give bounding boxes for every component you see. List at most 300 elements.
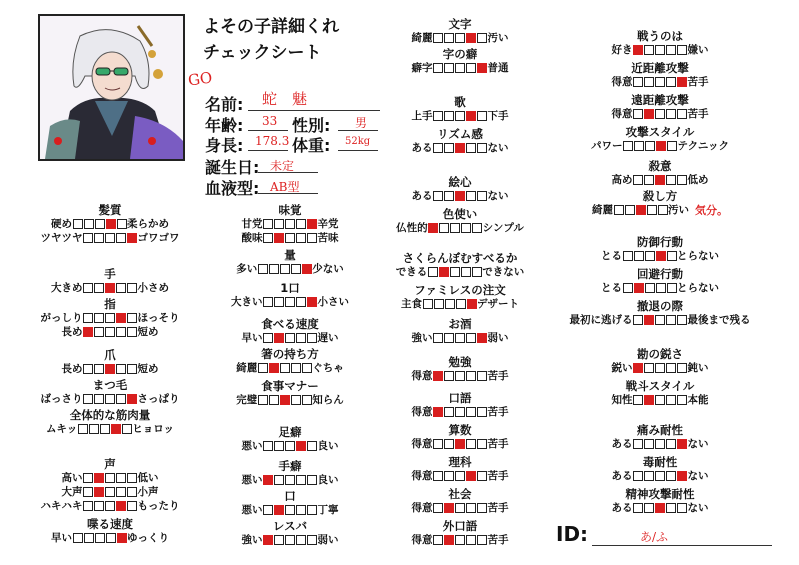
checkbox[interactable] — [645, 141, 655, 151]
checkbox[interactable] — [83, 233, 93, 243]
scale-left-label: 硬め — [51, 217, 72, 230]
checkbox[interactable] — [633, 439, 643, 449]
item-scale — [195, 331, 385, 345]
checkbox-selected[interactable] — [106, 219, 116, 229]
checkbox-selected[interactable] — [634, 283, 644, 293]
checkbox[interactable] — [100, 424, 110, 434]
checkbox[interactable] — [666, 363, 676, 373]
checkbox-selected[interactable] — [127, 394, 137, 404]
checkbox[interactable] — [263, 333, 273, 343]
check-item — [565, 94, 755, 121]
checkbox[interactable] — [677, 363, 687, 373]
checkbox[interactable] — [423, 299, 433, 309]
checkbox-selected[interactable] — [656, 141, 666, 151]
checkbox-selected[interactable] — [477, 63, 487, 73]
checkbox-selected[interactable] — [269, 363, 279, 373]
checkbox[interactable] — [666, 395, 676, 405]
checkbox[interactable] — [655, 363, 665, 373]
checkbox[interactable] — [444, 333, 454, 343]
checkbox[interactable] — [122, 424, 132, 434]
scale-left-label: 強い — [241, 533, 263, 546]
checkbox[interactable] — [433, 63, 443, 73]
checkbox[interactable] — [83, 501, 93, 511]
checkbox-selected[interactable] — [644, 315, 654, 325]
scale-right-label: ゆっくり — [127, 531, 169, 544]
checkbox[interactable] — [105, 501, 115, 511]
checkbox[interactable] — [302, 395, 312, 405]
checkbox-selected[interactable] — [105, 283, 115, 293]
checkbox[interactable] — [263, 441, 273, 451]
checkbox[interactable] — [116, 394, 126, 404]
checkbox[interactable] — [95, 533, 105, 543]
checkbox[interactable] — [634, 251, 644, 261]
checkbox[interactable] — [285, 535, 295, 545]
checkbox[interactable] — [116, 364, 126, 374]
checkbox[interactable] — [269, 264, 279, 274]
checkbox[interactable] — [455, 333, 465, 343]
checkbox-selected[interactable] — [677, 439, 687, 449]
checkbox[interactable] — [656, 283, 666, 293]
height-value: 178.3 — [255, 134, 290, 148]
checkbox[interactable] — [105, 233, 115, 243]
checkbox[interactable] — [296, 219, 306, 229]
checkbox[interactable] — [307, 535, 317, 545]
item-category: 味覚 — [278, 203, 302, 217]
check-item — [565, 190, 755, 217]
checkbox[interactable] — [285, 233, 295, 243]
checkbox[interactable] — [633, 77, 643, 87]
checkbox[interactable] — [647, 205, 657, 215]
checkbox-selected[interactable] — [428, 223, 438, 233]
checkbox[interactable] — [655, 395, 665, 405]
checkbox[interactable] — [439, 223, 449, 233]
checkbox[interactable] — [634, 141, 644, 151]
checkbox[interactable] — [444, 63, 454, 73]
checkbox-selected[interactable] — [444, 535, 454, 545]
checkbox[interactable] — [285, 297, 295, 307]
scale-right-label: 普通 — [487, 61, 509, 74]
checkbox[interactable] — [633, 175, 643, 185]
checkbox[interactable] — [677, 109, 687, 119]
checkbox[interactable] — [666, 77, 676, 87]
checkbox[interactable] — [644, 471, 654, 481]
checkbox[interactable] — [83, 364, 93, 374]
checkbox[interactable] — [655, 109, 665, 119]
checkbox[interactable] — [302, 363, 312, 373]
checkbox[interactable] — [433, 503, 443, 513]
checkbox-selected[interactable] — [105, 364, 115, 374]
checkbox-selected[interactable] — [477, 333, 487, 343]
checkbox[interactable] — [280, 363, 290, 373]
checkbox[interactable] — [444, 439, 454, 449]
checkbox[interactable] — [461, 267, 471, 277]
checkbox[interactable] — [455, 471, 465, 481]
checkbox[interactable] — [95, 219, 105, 229]
checkbox-selected[interactable] — [644, 109, 654, 119]
checkbox[interactable] — [456, 299, 466, 309]
checkbox[interactable] — [625, 205, 635, 215]
checkbox[interactable] — [666, 471, 676, 481]
checkbox[interactable] — [472, 223, 482, 233]
checkbox[interactable] — [433, 111, 443, 121]
checkbox-selected[interactable] — [83, 327, 93, 337]
checkbox[interactable] — [455, 535, 465, 545]
checkbox[interactable] — [433, 439, 443, 449]
checkbox[interactable] — [307, 233, 317, 243]
checkbox[interactable] — [83, 487, 93, 497]
checkbox[interactable] — [274, 441, 284, 451]
checkbox[interactable] — [466, 371, 476, 381]
checkbox-selected[interactable] — [274, 333, 284, 343]
checkbox[interactable] — [466, 63, 476, 73]
checkbox[interactable] — [614, 205, 624, 215]
checkbox[interactable] — [444, 191, 454, 201]
checkbox[interactable] — [106, 533, 116, 543]
item-scale — [15, 362, 205, 376]
checkbox[interactable] — [116, 283, 126, 293]
checkbox[interactable] — [105, 473, 115, 483]
checkbox[interactable] — [666, 175, 676, 185]
checkbox[interactable] — [73, 219, 83, 229]
checkbox-selected[interactable] — [455, 191, 465, 201]
checkbox[interactable] — [466, 191, 476, 201]
check-item — [15, 499, 205, 513]
checkbox[interactable] — [477, 111, 487, 121]
checkbox-selected[interactable] — [280, 395, 290, 405]
checkbox[interactable] — [274, 475, 284, 485]
checkbox[interactable] — [433, 333, 443, 343]
checkbox[interactable] — [285, 475, 295, 485]
checkbox[interactable] — [83, 283, 93, 293]
checkbox[interactable] — [655, 77, 665, 87]
checkbox[interactable] — [644, 45, 654, 55]
checkbox[interactable] — [84, 533, 94, 543]
checkbox[interactable] — [477, 407, 487, 417]
checkbox[interactable] — [105, 487, 115, 497]
checkbox[interactable] — [127, 283, 137, 293]
checkbox[interactable] — [83, 394, 93, 404]
checkbox[interactable] — [466, 333, 476, 343]
checkbox[interactable] — [116, 487, 126, 497]
checkbox[interactable] — [117, 219, 127, 229]
checkbox[interactable] — [89, 424, 99, 434]
scale-left-label: 高め — [611, 173, 633, 186]
checkbox-selected[interactable] — [455, 143, 465, 153]
height-underline — [248, 150, 288, 151]
checkbox[interactable] — [455, 503, 465, 513]
checkbox-selected[interactable] — [677, 471, 687, 481]
checkbox[interactable] — [466, 407, 476, 417]
checkbox-selected[interactable] — [644, 395, 654, 405]
checkbox[interactable] — [444, 371, 454, 381]
checkbox[interactable] — [645, 251, 655, 261]
checkbox[interactable] — [94, 501, 104, 511]
checkbox[interactable] — [477, 143, 487, 153]
checkbox[interactable] — [116, 233, 126, 243]
checkbox[interactable] — [444, 143, 454, 153]
checkbox[interactable] — [455, 371, 465, 381]
checkbox[interactable] — [263, 505, 273, 515]
checkbox[interactable] — [450, 223, 460, 233]
checkbox[interactable] — [633, 471, 643, 481]
checkbox[interactable] — [280, 264, 290, 274]
checkbox[interactable] — [307, 475, 317, 485]
checkbox[interactable] — [477, 191, 487, 201]
checkbox[interactable] — [94, 394, 104, 404]
checkbox-selected[interactable] — [466, 33, 476, 43]
checkbox[interactable] — [677, 395, 687, 405]
checkbox[interactable] — [644, 439, 654, 449]
checkbox[interactable] — [296, 233, 306, 243]
checkbox-selected[interactable] — [439, 267, 449, 277]
checkbox[interactable] — [633, 395, 643, 405]
check-item — [565, 348, 755, 375]
checkbox[interactable] — [274, 219, 284, 229]
checkbox[interactable] — [127, 473, 137, 483]
checkbox[interactable] — [666, 45, 676, 55]
checkbox[interactable] — [307, 333, 317, 343]
checkbox[interactable] — [477, 371, 487, 381]
scale-left-label: 綺麗 — [411, 31, 433, 44]
check-item — [365, 424, 555, 451]
checkbox-selected[interactable] — [633, 363, 643, 373]
checkbox[interactable] — [285, 333, 295, 343]
checkbox-selected[interactable] — [677, 77, 687, 87]
checkbox[interactable] — [644, 175, 654, 185]
item-scale — [365, 469, 555, 483]
checkbox[interactable] — [105, 394, 115, 404]
checkbox[interactable] — [94, 233, 104, 243]
checkbox[interactable] — [623, 141, 633, 151]
checkbox[interactable] — [296, 297, 306, 307]
checkbox-selected[interactable] — [263, 475, 273, 485]
checkbox[interactable] — [445, 299, 455, 309]
checkbox[interactable] — [296, 505, 306, 515]
checkbox[interactable] — [666, 503, 676, 513]
checkbox[interactable] — [466, 439, 476, 449]
checkbox[interactable] — [433, 33, 443, 43]
checkbox[interactable] — [461, 223, 471, 233]
checkbox[interactable] — [677, 45, 687, 55]
checkbox[interactable] — [127, 364, 137, 374]
checkbox[interactable] — [83, 473, 93, 483]
checkbox[interactable] — [433, 535, 443, 545]
checkbox[interactable] — [477, 503, 487, 513]
checkbox[interactable] — [433, 191, 443, 201]
scale-right-label: 小声 — [137, 485, 159, 498]
checkbox[interactable] — [285, 219, 295, 229]
checkbox[interactable] — [78, 424, 88, 434]
scale-left-label: 多い — [236, 262, 258, 275]
checkbox[interactable] — [466, 535, 476, 545]
checkbox[interactable] — [444, 471, 454, 481]
checkbox[interactable] — [274, 297, 284, 307]
checkbox[interactable] — [644, 503, 654, 513]
checkbox[interactable] — [291, 363, 301, 373]
checkbox-selected[interactable] — [466, 471, 476, 481]
checkbox[interactable] — [428, 267, 438, 277]
checkbox-selected[interactable] — [116, 501, 126, 511]
checkbox[interactable] — [258, 363, 268, 373]
checkbox[interactable] — [94, 327, 104, 337]
checkbox[interactable] — [677, 503, 687, 513]
checkbox[interactable] — [94, 364, 104, 374]
scale-left-label: ある — [611, 469, 633, 482]
checkbox-selected[interactable] — [111, 424, 121, 434]
checkbox[interactable] — [666, 315, 676, 325]
checkbox[interactable] — [658, 205, 668, 215]
checkbox[interactable] — [466, 503, 476, 513]
checkbox-selected[interactable] — [274, 233, 284, 243]
checkbox[interactable] — [667, 251, 677, 261]
checkbox[interactable] — [623, 251, 633, 261]
checkbox[interactable] — [667, 141, 677, 151]
blood-underline — [258, 193, 318, 194]
checkbox[interactable] — [455, 111, 465, 121]
checkbox-selected[interactable] — [433, 371, 443, 381]
checkbox-selected[interactable] — [467, 299, 477, 309]
checkbox[interactable] — [466, 143, 476, 153]
checkbox[interactable] — [644, 363, 654, 373]
checkbox-selected[interactable] — [94, 473, 104, 483]
scale-left-label: 酸味 — [241, 231, 263, 244]
checkbox[interactable] — [127, 313, 137, 323]
item-category: 爪 — [104, 348, 116, 362]
checkbox[interactable] — [258, 395, 268, 405]
checkbox[interactable] — [655, 471, 665, 481]
checkbox[interactable] — [666, 109, 676, 119]
checkbox[interactable] — [655, 315, 665, 325]
checkbox[interactable] — [307, 441, 317, 451]
checkbox[interactable] — [450, 267, 460, 277]
checkbox[interactable] — [258, 264, 268, 274]
item-scale — [365, 265, 555, 279]
checkbox[interactable] — [677, 315, 687, 325]
scale-left-label: 知性 — [611, 393, 633, 406]
checkbox[interactable] — [477, 439, 487, 449]
item-category: 1口 — [280, 281, 300, 295]
checkbox[interactable] — [666, 439, 676, 449]
checkbox-selected[interactable] — [116, 313, 126, 323]
checkbox[interactable] — [623, 283, 633, 293]
checkbox[interactable] — [455, 407, 465, 417]
checkbox[interactable] — [94, 313, 104, 323]
checkbox[interactable] — [307, 505, 317, 515]
check-item — [365, 252, 555, 279]
checkbox[interactable] — [84, 219, 94, 229]
checkbox[interactable] — [116, 473, 126, 483]
checkbox[interactable] — [433, 471, 443, 481]
item-scale — [565, 75, 755, 89]
checkbox[interactable] — [105, 327, 115, 337]
checkbox[interactable] — [296, 535, 306, 545]
scale-right-label: 弱い — [317, 533, 339, 546]
checkbox[interactable] — [645, 283, 655, 293]
checkbox-selected[interactable] — [655, 175, 665, 185]
checkbox[interactable] — [116, 327, 126, 337]
checkbox-selected[interactable] — [444, 503, 454, 513]
checkbox[interactable] — [444, 407, 454, 417]
checkbox[interactable] — [296, 333, 306, 343]
checkbox[interactable] — [269, 395, 279, 405]
checkbox[interactable] — [633, 503, 643, 513]
checkbox-selected[interactable] — [274, 505, 284, 515]
scale-right-label: とらない — [677, 281, 719, 294]
item-scale — [195, 393, 385, 407]
scale-left-label: 癖字 — [411, 61, 433, 74]
checkbox[interactable] — [263, 219, 273, 229]
checkbox[interactable] — [94, 283, 104, 293]
checkbox-selected[interactable] — [127, 233, 137, 243]
scale-right-label: 遅い — [317, 331, 339, 344]
item-category: 口語 — [448, 391, 472, 405]
checkbox-selected[interactable] — [656, 251, 666, 261]
check-item — [565, 62, 755, 89]
checkbox[interactable] — [83, 313, 93, 323]
checkbox[interactable] — [655, 439, 665, 449]
checkbox-selected[interactable] — [117, 533, 127, 543]
checkbox[interactable] — [434, 299, 444, 309]
checkbox[interactable] — [285, 441, 295, 451]
checkbox-selected[interactable] — [655, 503, 665, 513]
checkbox[interactable] — [633, 315, 643, 325]
checkbox[interactable] — [296, 475, 306, 485]
checkbox[interactable] — [633, 109, 643, 119]
checkbox[interactable] — [477, 471, 487, 481]
scale-left-label: 早い — [51, 531, 73, 544]
checkbox[interactable] — [127, 501, 137, 511]
checkbox[interactable] — [455, 33, 465, 43]
check-item — [195, 460, 385, 487]
checkbox[interactable] — [105, 313, 115, 323]
checkbox[interactable] — [274, 535, 284, 545]
checkbox-selected[interactable] — [636, 205, 646, 215]
checkbox[interactable] — [477, 33, 487, 43]
checkbox[interactable] — [127, 487, 137, 497]
checkbox-selected[interactable] — [302, 264, 312, 274]
checkbox[interactable] — [285, 505, 295, 515]
checkbox[interactable] — [291, 264, 301, 274]
checkbox[interactable] — [655, 45, 665, 55]
checkbox[interactable] — [73, 533, 83, 543]
checkbox-selected[interactable] — [307, 297, 317, 307]
checkbox-selected[interactable] — [633, 45, 643, 55]
scale-right-label: ヒョロッ — [132, 422, 175, 435]
item-scale — [15, 325, 205, 339]
checkbox-selected[interactable] — [307, 219, 317, 229]
checkbox[interactable] — [433, 143, 443, 153]
checkbox[interactable] — [455, 63, 465, 73]
checkbox-selected[interactable] — [94, 487, 104, 497]
checkbox[interactable] — [477, 535, 487, 545]
checkbox[interactable] — [444, 33, 454, 43]
checkbox[interactable] — [677, 175, 687, 185]
checkbox-selected[interactable] — [433, 407, 443, 417]
item-scale — [195, 217, 385, 231]
checkbox-selected[interactable] — [466, 111, 476, 121]
checkbox[interactable] — [263, 233, 273, 243]
checkbox[interactable] — [291, 395, 301, 405]
checkbox[interactable] — [444, 111, 454, 121]
checkbox[interactable] — [127, 327, 137, 337]
checkbox[interactable] — [644, 77, 654, 87]
checkbox[interactable] — [667, 283, 677, 293]
checkbox[interactable] — [263, 297, 273, 307]
checkbox-selected[interactable] — [455, 439, 465, 449]
checkbox-selected[interactable] — [263, 535, 273, 545]
checkbox-selected[interactable] — [296, 441, 306, 451]
checkbox[interactable] — [472, 267, 482, 277]
